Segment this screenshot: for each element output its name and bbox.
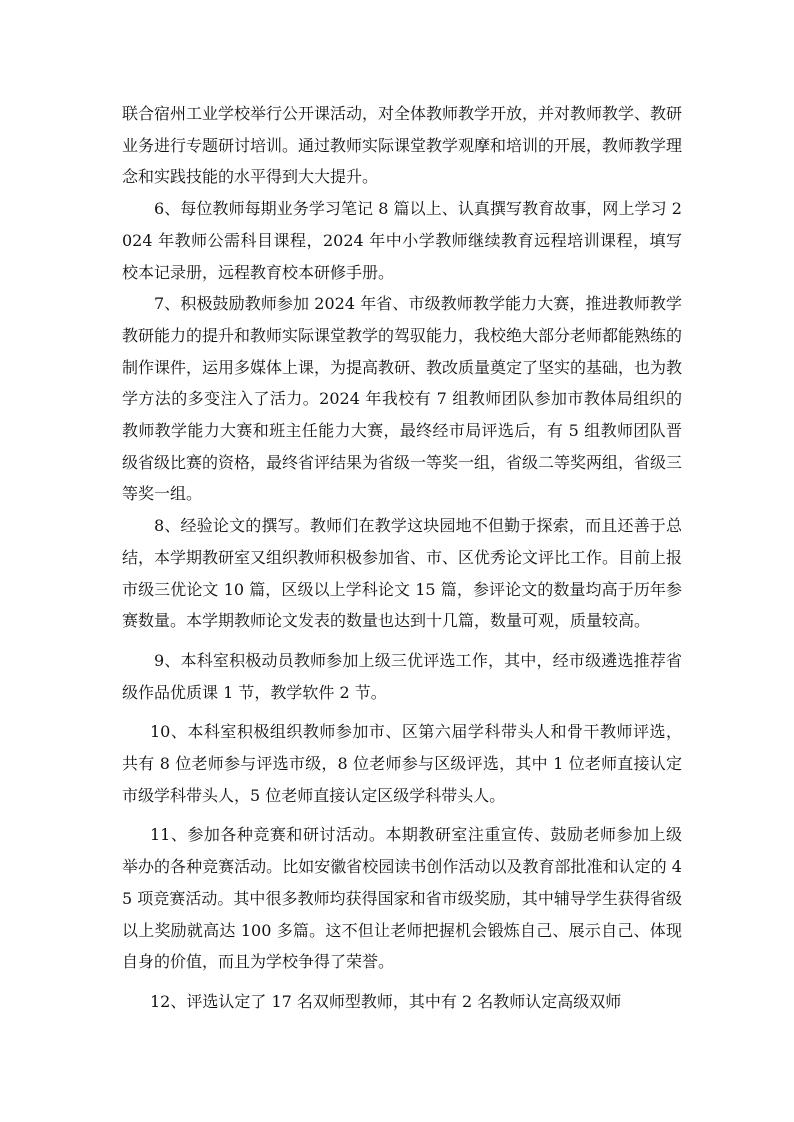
paragraph-item-8: 8、经验论文的撰写。教师们在教学这块园地不但勤于探索，而且还善于总结，本学期教研室又组织教师积极参加省、市、区优秀论文评比工作。目前上报市级三优论文 10 篇，区级以上学科论文 15 篇，参评论文的数量均高于历年参赛数量。本学期教师论文发表的数量也达到十几篇，数量可观，质量较高。	[122, 516, 683, 631]
paragraph-item-7: 7、积极鼓励教师参加 2024 年省、市级教师教学能力大赛，推进教师教学教研能力的提升和教师实际课堂教学的驾驭能力，我校绝大部分老师都能熟练的制作课件，运用多媒体上课，为提高教研、教改质量奠定了坚实的基础，也为教学方法的多变注入了活力。2024 年我校有 7 组教师团队参加市教体局组织的教师教学能力大赛和班主任能力大赛，最终经市局评选后，有 5 组教师团队晋级省级比赛的资格，最终省评结果为省级一等奖一组，省级二等奖两组，省级三等奖一组。	[122, 294, 683, 504]
paragraph-item-9: 9、本科室积极动员教师参加上级三优评选工作，其中，经市级遴选推荐省级作品优质课 1 节，教学软件 2 节。	[122, 650, 682, 702]
paragraph-item-12: 12、评选认定了 17 名双师型教师，其中有 2 名教师认定高级双师	[150, 991, 622, 1011]
paragraph-continuation: 联合宿州工业学校举行公开课活动，对全体教师教学开放，并对教师教学、教研业务进行专题研讨培训。通过教师实际课堂教学观摩和培训的开展，教师教学理念和实践技能的水平得到大大提升。	[122, 104, 683, 187]
paragraph-item-6: 6、每位教师每期业务学习笔记 8 篇以上、认真撰写教育故事，网上学习 2024 年教师公需科目课程，2024 年中小学教师继续教育远程培训课程，填写校本记录册，远程教育校本研修手册。	[122, 199, 682, 282]
paragraph-item-10: 10、本科室积极组织教师参加市、区第六届学科带头人和骨干教师评选，共有 8 位老师参与评选市级，8 位老师参与区级评选，其中 1 位老师直接认定市级学科带头人，5 位老师直接认定区级学科带头人。	[122, 722, 682, 805]
paragraph-item-11: 11、参加各种竞赛和研讨活动。本期教研室注重宣传、鼓励老师参加上级举办的各种竞赛活动。比如安徽省校园读书创作活动以及教育部批准和认定的 45 项竞赛活动。其中很多教师均获得国家和省市级奖励，其中辅导学生获得省级以上奖励就高达 100 多篇。这不但让老师把握机会锻炼自己、展示自己、体现自身的价值，而且为学校争得了荣誉。	[122, 825, 682, 972]
document-body	[122, 98, 682, 1018]
